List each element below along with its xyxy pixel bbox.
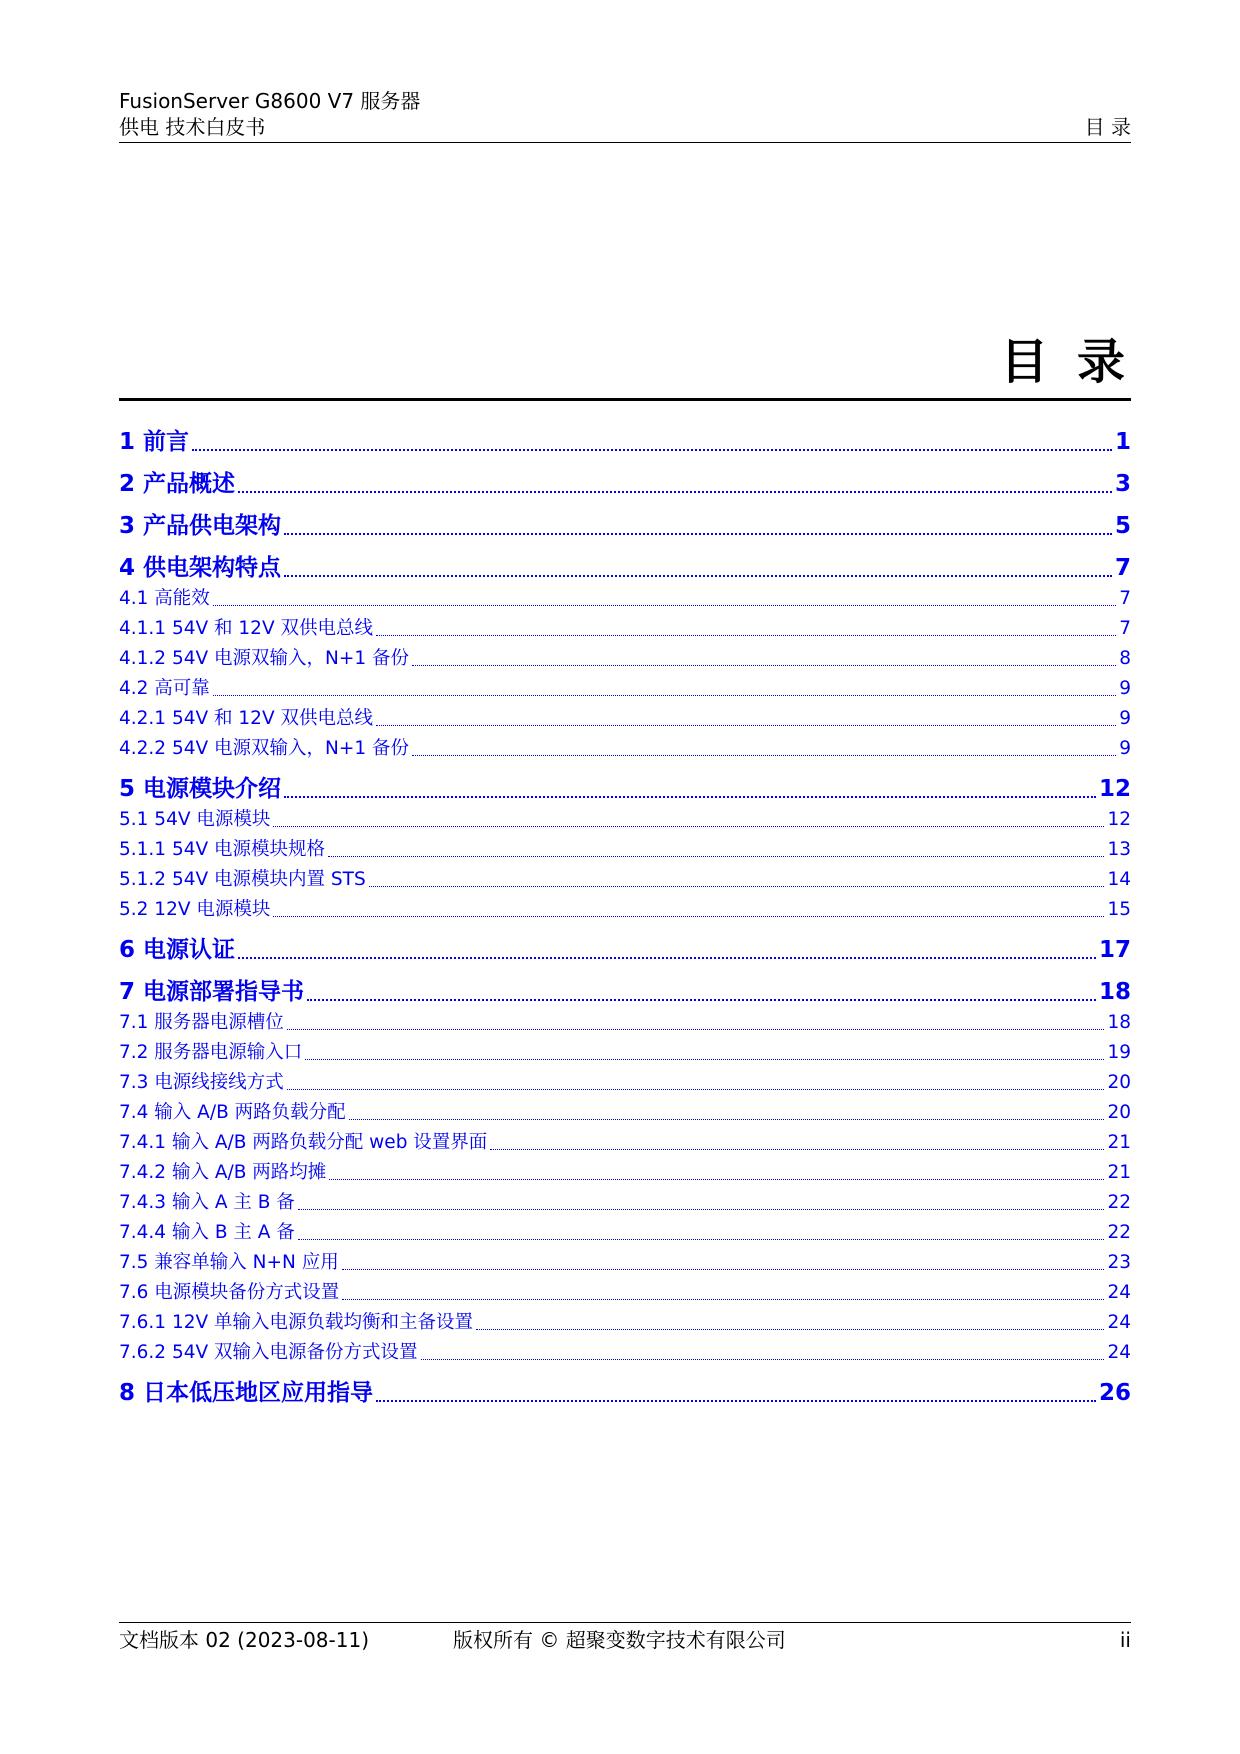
- toc-entry-page-number[interactable]: 18: [1107, 1012, 1131, 1033]
- toc-entry-page-number[interactable]: 20: [1107, 1072, 1131, 1093]
- toc-entry-page-number[interactable]: 17: [1098, 937, 1131, 963]
- toc-dot-leader: [284, 575, 1112, 577]
- toc-dot-leader: [376, 1400, 1096, 1402]
- toc-entry-label[interactable]: 8 日本低压地区应用指导: [119, 1380, 374, 1406]
- toc-entry-label[interactable]: 4.2.1 54V 和 12V 双供电总线: [119, 708, 373, 729]
- toc-entry-label[interactable]: 4.2.2 54V 电源双输入，N+1 备份: [119, 738, 410, 759]
- toc-entry[interactable]: [119, 977, 1131, 1007]
- toc-dot-leader: [476, 1329, 1104, 1330]
- toc-entry-page-number[interactable]: 1: [1114, 429, 1131, 455]
- toc-dot-leader: [192, 449, 1112, 451]
- footer-version: 文档版本 02 (2023-08-11): [119, 1628, 369, 1652]
- toc-entry-label[interactable]: 7.4 输入 A/B 两路负载分配: [119, 1102, 346, 1123]
- toc-entry[interactable]: [119, 677, 1131, 701]
- toc-entry-page-number[interactable]: 9: [1119, 678, 1131, 699]
- toc-entry[interactable]: [119, 1191, 1131, 1215]
- toc-dot-leader: [421, 1359, 1105, 1360]
- toc-entry[interactable]: [119, 808, 1131, 832]
- toc-dot-leader: [273, 916, 1104, 917]
- toc-entry-page-number[interactable]: 24: [1107, 1342, 1131, 1363]
- toc-entry-page-number[interactable]: 7: [1114, 555, 1131, 581]
- toc-entry-label[interactable]: 7.2 服务器电源输入口: [119, 1042, 303, 1063]
- toc-entry[interactable]: [119, 1251, 1131, 1275]
- toc-dot-leader: [342, 1299, 1104, 1300]
- toc-entry-label[interactable]: 7.5 兼容单输入 N+N 应用: [119, 1252, 339, 1273]
- toc-entry[interactable]: [119, 1101, 1131, 1125]
- toc-entry-label[interactable]: 7 电源部署指导书: [119, 979, 305, 1005]
- toc-entry-page-number[interactable]: 20: [1107, 1102, 1131, 1123]
- toc-entry-label[interactable]: 5.1.1 54V 电源模块规格: [119, 839, 326, 860]
- toc-entry[interactable]: [119, 553, 1131, 583]
- toc-entry-page-number[interactable]: 22: [1107, 1222, 1131, 1243]
- toc-entry-label[interactable]: 7.6.2 54V 双输入电源备份方式设置: [119, 1342, 418, 1363]
- toc-entry-page-number[interactable]: 13: [1107, 839, 1131, 860]
- toc-entry[interactable]: [119, 707, 1131, 731]
- toc-entry[interactable]: [119, 935, 1131, 965]
- toc-entry[interactable]: [119, 737, 1131, 761]
- toc-entry[interactable]: [119, 469, 1131, 499]
- toc-dot-leader: [376, 635, 1116, 636]
- toc-title-block: [119, 330, 1131, 401]
- toc-entry-label[interactable]: 7.4.4 输入 B 主 A 备: [119, 1222, 295, 1243]
- toc-entry[interactable]: [119, 511, 1131, 541]
- toc-entry-label[interactable]: 5 电源模块介绍: [119, 776, 282, 802]
- toc-entry[interactable]: [119, 1161, 1131, 1185]
- toc-dot-leader: [213, 605, 1116, 606]
- toc-entry[interactable]: [119, 1378, 1131, 1408]
- toc-title: 目 录: [1000, 334, 1131, 390]
- toc-dot-leader: [376, 725, 1116, 726]
- toc-entry-page-number[interactable]: 9: [1119, 708, 1131, 729]
- footer-copyright: 版权所有 © 超聚变数字技术有限公司: [453, 1628, 786, 1652]
- toc-entry-page-number[interactable]: 15: [1107, 899, 1131, 920]
- toc-entry-page-number[interactable]: 14: [1107, 869, 1131, 890]
- toc-dot-leader: [328, 856, 1104, 857]
- footer-page-number: ii: [1119, 1628, 1131, 1652]
- toc-dot-leader: [349, 1119, 1105, 1120]
- toc-dot-leader: [287, 1089, 1105, 1090]
- toc-entry-page-number[interactable]: 18: [1098, 979, 1131, 1005]
- toc-entry-page-number[interactable]: 3: [1114, 471, 1131, 497]
- toc-entry-page-number[interactable]: 26: [1098, 1380, 1131, 1406]
- toc-entry-page-number[interactable]: 23: [1107, 1252, 1131, 1273]
- toc-entry[interactable]: [119, 868, 1131, 892]
- toc-dot-leader: [298, 1209, 1105, 1210]
- toc-entry-page-number[interactable]: 7: [1119, 618, 1131, 639]
- toc-entry[interactable]: [119, 838, 1131, 862]
- toc-entry-label[interactable]: 4.1.1 54V 和 12V 双供电总线: [119, 618, 373, 639]
- toc-dot-leader: [238, 957, 1096, 959]
- toc-entry[interactable]: [119, 898, 1131, 922]
- toc-entry-label[interactable]: 1 前言: [119, 429, 190, 455]
- toc-dot-leader: [412, 755, 1116, 756]
- toc-entry-label[interactable]: 4 供电架构特点: [119, 555, 282, 581]
- toc-entry-label[interactable]: 7.4.3 输入 A 主 B 备: [119, 1192, 295, 1213]
- toc-dot-leader: [305, 1059, 1104, 1060]
- toc-entry[interactable]: [119, 1281, 1131, 1305]
- toc-entry-label[interactable]: 4.1 高能效: [119, 588, 210, 609]
- toc-entry-page-number[interactable]: 5: [1114, 513, 1131, 539]
- toc-entry-page-number[interactable]: 24: [1107, 1312, 1131, 1333]
- toc-entry[interactable]: [119, 1311, 1131, 1335]
- toc-entry-label[interactable]: 7.1 服务器电源槽位: [119, 1012, 284, 1033]
- toc-entry-page-number[interactable]: 19: [1107, 1042, 1131, 1063]
- toc-dot-leader: [273, 826, 1104, 827]
- toc-entry-label[interactable]: 5.1 54V 电源模块: [119, 809, 271, 830]
- page-footer: [119, 1622, 1131, 1653]
- toc-dot-leader: [307, 999, 1096, 1001]
- toc-dot-leader: [213, 695, 1116, 696]
- header-product-name: FusionServer G8600 V7 服务器: [119, 89, 421, 113]
- toc-entry[interactable]: [119, 1041, 1131, 1065]
- toc-entry-label[interactable]: 4.2 高可靠: [119, 678, 210, 699]
- toc-dot-leader: [287, 1029, 1105, 1030]
- toc-dot-leader: [298, 1239, 1105, 1240]
- toc-entry-page-number[interactable]: 8: [1119, 648, 1131, 669]
- toc-entry-label[interactable]: 7.6.1 12V 单输入电源负载均衡和主备设置: [119, 1312, 474, 1333]
- toc-entry-label[interactable]: 2 产品概述: [119, 471, 236, 497]
- toc-entry[interactable]: [119, 647, 1131, 671]
- toc-entry-label[interactable]: 5.1.2 54V 电源模块内置 STS: [119, 869, 366, 890]
- header-left: [119, 88, 420, 140]
- toc-dot-leader: [329, 1179, 1104, 1180]
- toc-dot-leader: [284, 796, 1096, 798]
- header-document-name: 供电 技术白皮书: [119, 115, 266, 139]
- toc-entry[interactable]: [119, 774, 1131, 804]
- toc-entry-page-number[interactable]: 21: [1107, 1132, 1131, 1153]
- toc-entry[interactable]: [119, 1071, 1131, 1095]
- toc-entry-page-number[interactable]: 9: [1119, 738, 1131, 759]
- toc-dot-leader: [342, 1269, 1105, 1270]
- toc-entry[interactable]: [119, 617, 1131, 641]
- toc-entry[interactable]: [119, 1221, 1131, 1245]
- toc-entry-page-number[interactable]: 24: [1107, 1282, 1131, 1303]
- toc-dot-leader: [490, 1149, 1104, 1150]
- toc-entry-page-number[interactable]: 21: [1107, 1162, 1131, 1183]
- toc-dot-leader: [412, 665, 1116, 666]
- toc-entry[interactable]: [119, 587, 1131, 611]
- toc-entry-page-number[interactable]: 12: [1098, 776, 1131, 802]
- toc-dot-leader: [238, 491, 1112, 493]
- toc-entry[interactable]: [119, 1341, 1131, 1365]
- toc-entry[interactable]: [119, 1131, 1131, 1155]
- toc-entry-label[interactable]: 3 产品供电架构: [119, 513, 282, 539]
- toc-entry-page-number[interactable]: 7: [1119, 588, 1131, 609]
- page-header: [119, 88, 1131, 143]
- toc-entry-label[interactable]: 6 电源认证: [119, 937, 236, 963]
- toc-entry[interactable]: [119, 1011, 1131, 1035]
- toc-entry-label[interactable]: 7.6 电源模块备份方式设置: [119, 1282, 340, 1303]
- toc-entry-label[interactable]: 7.4.2 输入 A/B 两路均摊: [119, 1162, 327, 1183]
- toc-entry-label[interactable]: 4.1.2 54V 电源双输入，N+1 备份: [119, 648, 410, 669]
- toc-entry[interactable]: [119, 427, 1131, 457]
- toc-entry-page-number[interactable]: 12: [1107, 809, 1131, 830]
- toc-entry-label[interactable]: 5.2 12V 电源模块: [119, 899, 271, 920]
- toc-entry-page-number[interactable]: 22: [1107, 1192, 1131, 1213]
- toc-entry-label[interactable]: 7.4.1 输入 A/B 两路负载分配 web 设置界面: [119, 1132, 488, 1153]
- header-section-name: 目 录: [1084, 115, 1131, 139]
- toc-entry-label[interactable]: 7.3 电源线接线方式: [119, 1072, 284, 1093]
- toc-dot-leader: [369, 886, 1105, 887]
- toc-dot-leader: [284, 533, 1112, 535]
